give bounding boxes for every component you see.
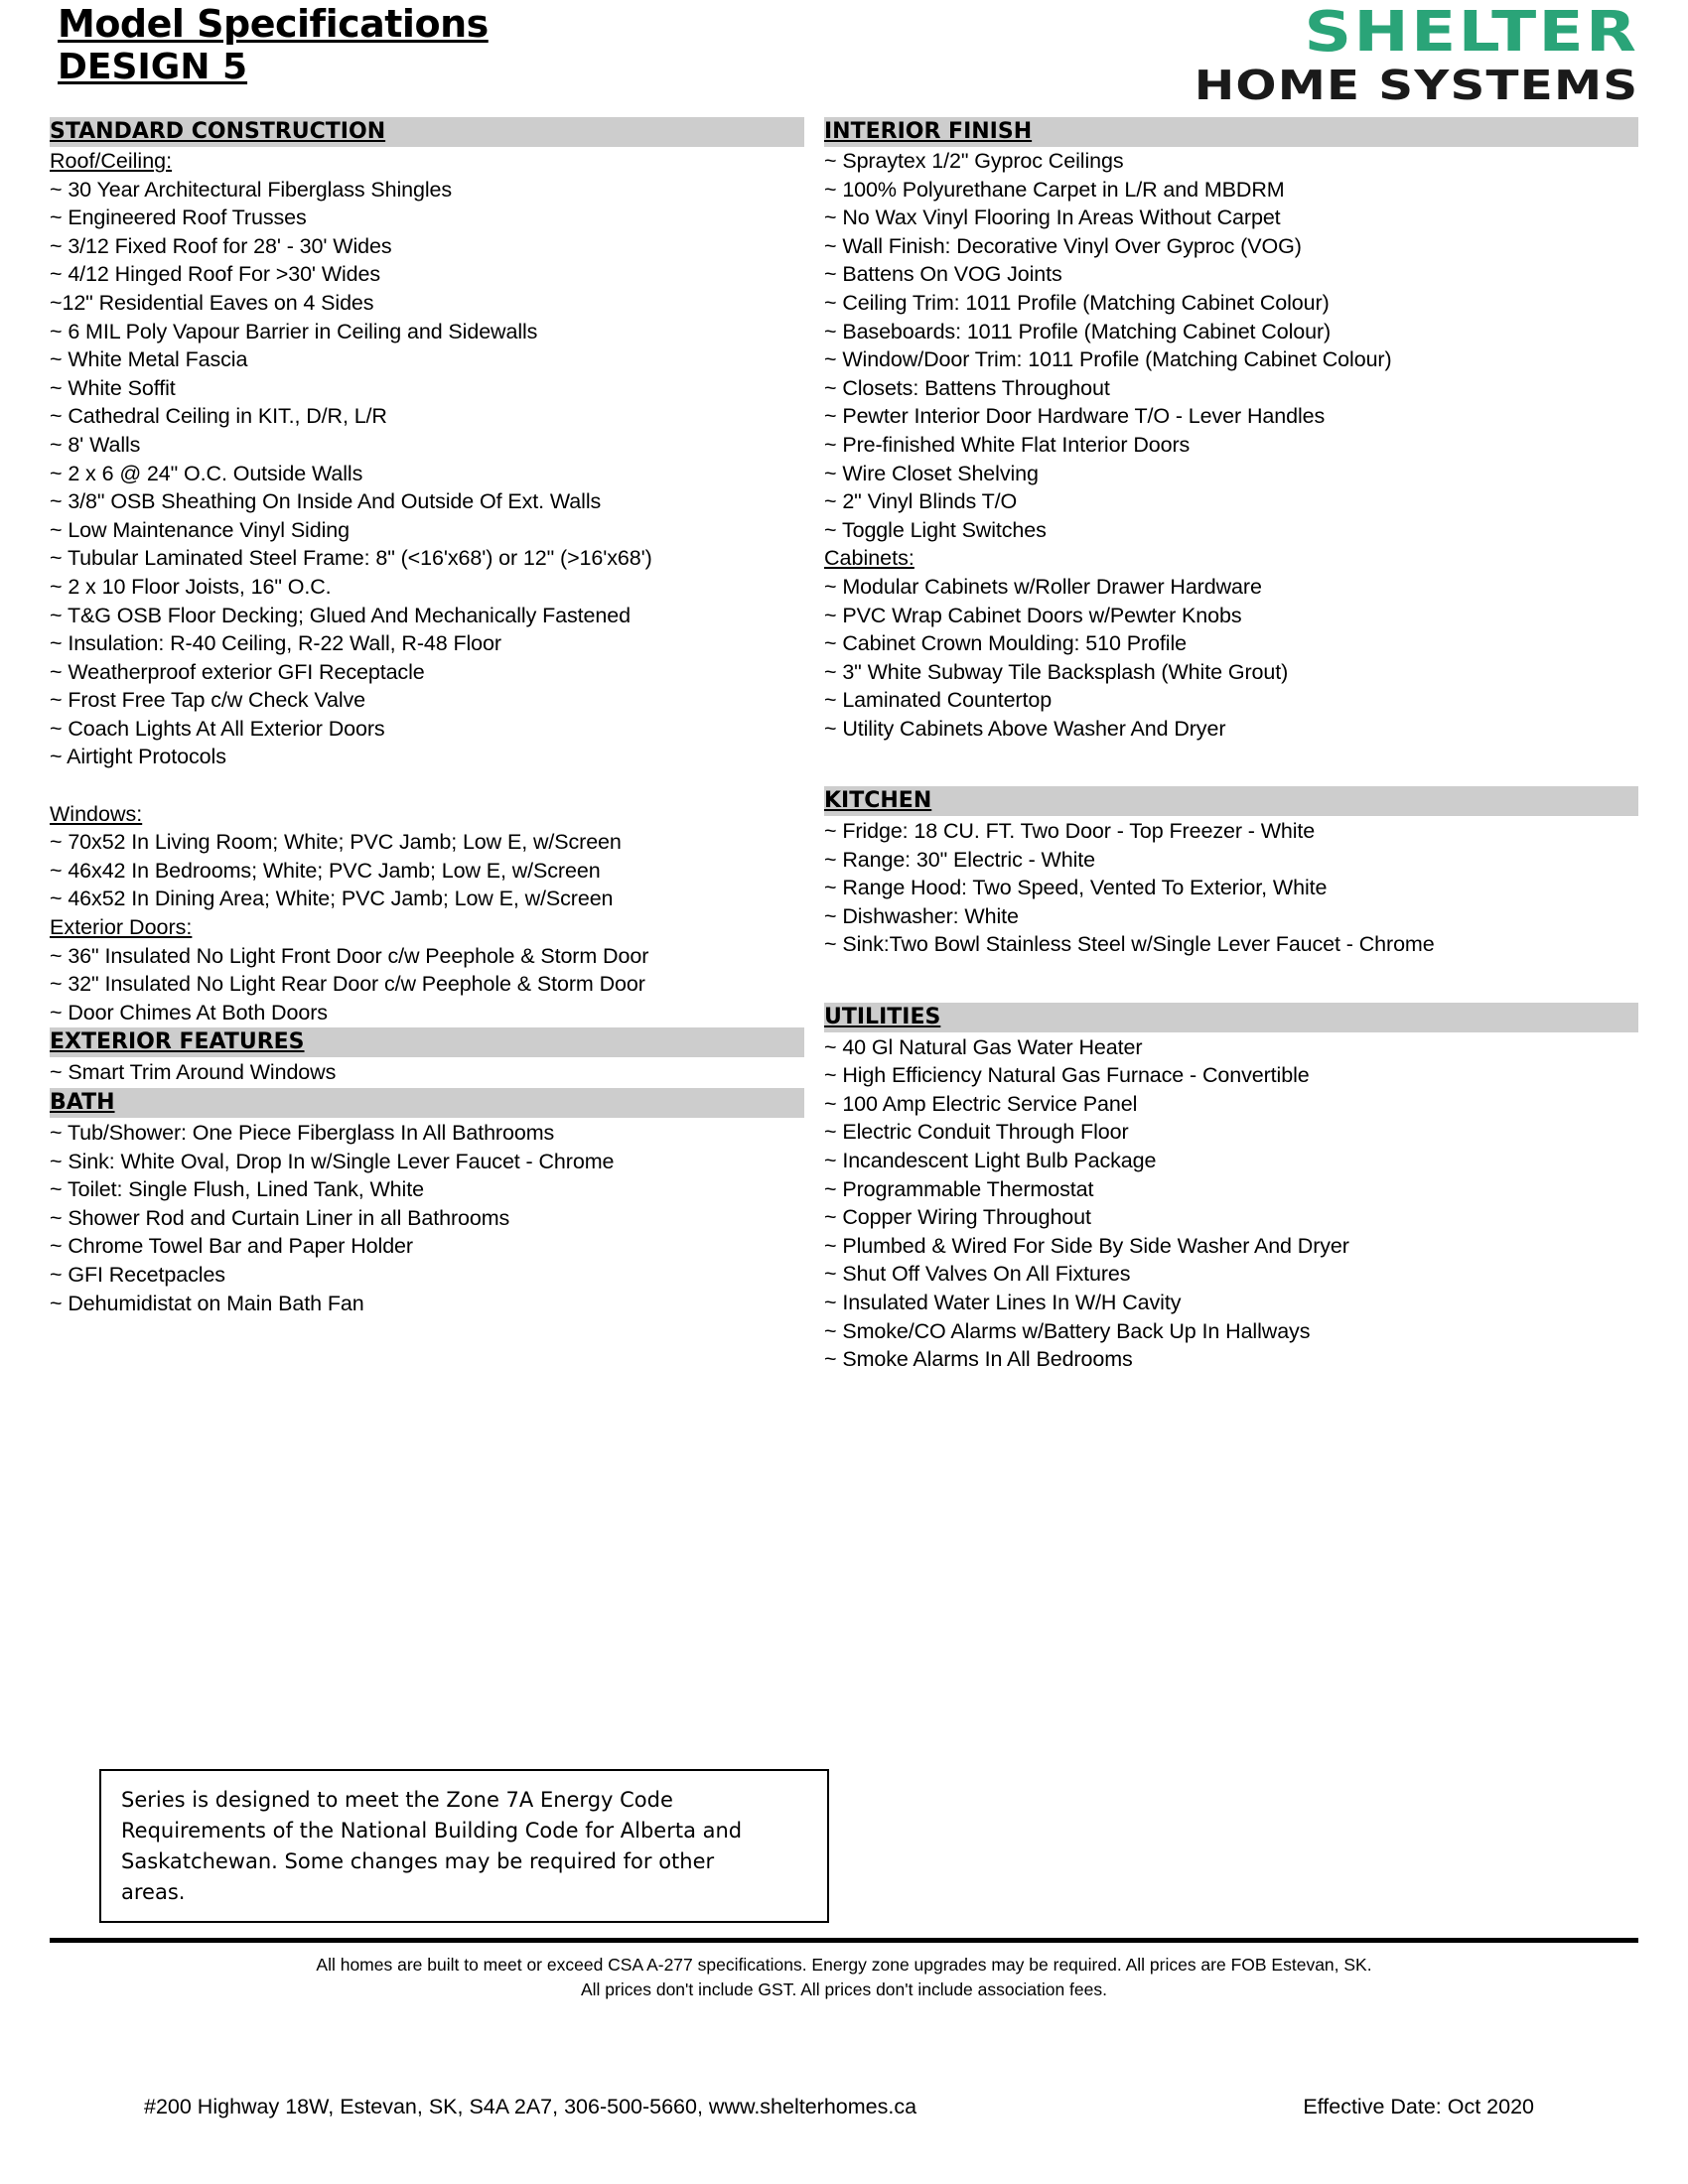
list-item: ~ Toggle Light Switches (824, 517, 1047, 542)
logo-shelter-text: SHELTER (1304, 0, 1638, 65)
section-heading-kitchen: KITCHEN (824, 788, 932, 814)
notice-line-3: Saskatchewan. Some changes may be required for other (121, 1849, 715, 1873)
logo-home-systems-text: HOME SYSTEMS (1194, 62, 1638, 109)
list-item: ~ PVC Wrap Cabinet Doors w/Pewter Knobs (824, 603, 1242, 627)
effective-date: Effective Date: Oct 2020 (1303, 2095, 1534, 2118)
section-heading-bath: BATH (50, 1090, 115, 1115)
top-section-bars (50, 117, 1638, 147)
footer-divider (50, 1938, 1638, 1943)
list-item: ~ Wire Closet Shelving (824, 461, 1039, 485)
list-item: ~ Range Hood: Two Speed, Vented To Exterior, White (824, 876, 1328, 900)
subheading-cabinets: Cabinets: (824, 546, 914, 571)
list-item: ~ 2 x 6 @ 24" O.C. Outside Walls (50, 461, 363, 485)
list-item: ~ Cabinet Crown Moulding: 510 Profile (824, 631, 1187, 656)
footer-fine-print-1: All homes are built to meet or exceed CSA A-277 specifications. Energy zone upgrades may be required. All prices are FOB Estevan, SK. (316, 1955, 1372, 1975)
list-item: ~ Smoke/CO Alarms w/Battery Back Up In Hallways (824, 1318, 1311, 1343)
list-item: ~ Insulated Water Lines In W/H Cavity (824, 1290, 1182, 1314)
notice-line-1: Series is designed to meet the Zone 7A Energy Code (121, 1788, 673, 1812)
page-header (50, 0, 1638, 117)
footer-address-row (50, 2095, 1638, 2119)
page-title: Model Specifications (58, 2, 489, 46)
list-item: ~ Coach Lights At All Exterior Doors (50, 716, 385, 741)
column-spacer (824, 771, 1638, 785)
list-item: ~ Pewter Interior Door Hardware T/O - Lever Handles (824, 404, 1326, 429)
section-bar-standard-construction (50, 117, 804, 147)
list-item: ~ Range: 30" Electric - White (824, 847, 1095, 872)
list-item: ~ Plumbed & Wired For Side By Side Washer And Dryer (824, 1233, 1349, 1258)
list-item: ~ Shut Off Valves On All Fixtures (824, 1262, 1131, 1287)
list-item: ~ Shower Rod and Curtain Liner in all Bathrooms (50, 1205, 510, 1230)
subheading-windows: Windows: (50, 801, 143, 826)
section-bar-exterior-features (50, 1027, 804, 1057)
list-item: ~ Cathedral Ceiling in KIT., D/R, L/R (50, 404, 387, 429)
list-item: ~ Door Chimes At Both Doors (50, 1000, 328, 1024)
content-columns (50, 147, 1638, 1374)
column-spacer (824, 988, 1638, 1002)
list-item: ~ Utility Cabinets Above Washer And Dryer (824, 716, 1226, 741)
notice-line-2: Requirements of the National Building Code for Alberta and (121, 1819, 743, 1843)
list-item: ~ 46x52 In Dining Area; White; PVC Jamb; Low E, w/Screen (50, 887, 614, 911)
section-heading-exterior-features: EXTERIOR FEATURES (50, 1029, 305, 1055)
list-item: ~ Dehumidistat on Main Bath Fan (50, 1291, 364, 1315)
list-item: ~ Low Maintenance Vinyl Siding (50, 517, 350, 542)
list-item: ~ High Efficiency Natural Gas Furnace - Convertible (824, 1063, 1310, 1088)
company-address: #200 Highway 18W, Estevan, SK, S4A 2A7, 306-500-5660, www.shelterhomes.ca (144, 2095, 917, 2118)
list-item: ~ Window/Door Trim: 1011 Profile (Matching Cabinet Colour) (824, 347, 1392, 372)
list-item: ~ Tubular Laminated Steel Frame: 8" (<16'x68') or 12" (>16'x68') (50, 546, 652, 571)
list-item: ~ Closets: Battens Throughout (824, 375, 1110, 400)
list-item: ~ Sink:Two Bowl Stainless Steel w/Single Lever Faucet - Chrome (824, 932, 1435, 957)
list-item: ~ Copper Wiring Throughout (824, 1205, 1091, 1230)
list-item: ~ Frost Free Tap c/w Check Valve (50, 688, 366, 713)
page-footer (50, 1938, 1638, 2002)
list-item: ~ 36" Insulated No Light Front Door c/w Peephole & Storm Door (50, 943, 649, 968)
list-item: ~ 46x42 In Bedrooms; White; PVC Jamb; Low E, w/Screen (50, 858, 601, 883)
list-item: ~ Smart Trim Around Windows (50, 1060, 337, 1085)
list-item: ~12" Residential Eaves on 4 Sides (50, 290, 374, 315)
list-item: ~ 6 MIL Poly Vapour Barrier in Ceiling and Sidewalls (50, 319, 538, 343)
list-item: ~ 40 Gl Natural Gas Water Heater (824, 1034, 1143, 1059)
list-item: ~ Spraytex 1/2" Gyproc Ceilings (824, 149, 1124, 173)
list-item: ~ Ceiling Trim: 1011 Profile (Matching Cabinet Colour) (824, 290, 1330, 315)
list-item: ~ Wall Finish: Decorative Vinyl Over Gyproc (VOG) (824, 233, 1302, 258)
section-heading-interior-finish: INTERIOR FINISH (824, 119, 1033, 144)
list-item: ~ Baseboards: 1011 Profile (Matching Cabinet Colour) (824, 319, 1332, 343)
list-item: ~ Tub/Shower: One Piece Fiberglass In All Bathrooms (50, 1121, 555, 1145)
list-item: ~ T&G OSB Floor Decking; Glued And Mechanically Fastened (50, 603, 631, 627)
column-spacer (824, 959, 1638, 988)
list-item: ~ 32" Insulated No Light Rear Door c/w Peephole & Storm Door (50, 972, 645, 997)
subheading-exterior-doors: Exterior Doors: (50, 915, 193, 940)
list-item: ~ Electric Conduit Through Floor (824, 1120, 1129, 1145)
list-item: ~ Smoke Alarms In All Bedrooms (824, 1347, 1133, 1372)
left-column (50, 147, 804, 1317)
list-item: ~ Pre-finished White Flat Interior Doors (824, 432, 1191, 457)
list-item: ~ Weatherproof exterior GFI Receptacle (50, 659, 425, 684)
list-item: ~ 8' Walls (50, 432, 141, 457)
section-heading-standard-construction: STANDARD CONSTRUCTION (50, 119, 386, 144)
company-logo (1194, 0, 1638, 109)
section-bar-bath (50, 1088, 804, 1118)
energy-code-notice-wrap (99, 1769, 829, 1923)
design-subtitle: DESIGN 5 (58, 47, 248, 87)
list-item: ~ 70x52 In Living Room; White; PVC Jamb; Low E, w/Screen (50, 830, 622, 855)
list-item: ~ Airtight Protocols (50, 745, 226, 769)
list-item: ~ 30 Year Architectural Fiberglass Shingles (50, 177, 453, 202)
column-spacer (824, 743, 1638, 771)
list-item: ~ Insulation: R-40 Ceiling, R-22 Wall, R-48 Floor (50, 631, 501, 656)
right-column (824, 147, 1638, 1374)
energy-code-notice-box (99, 1769, 829, 1923)
section-bar-kitchen (824, 786, 1638, 816)
list-item: ~ Engineered Roof Trusses (50, 205, 307, 230)
list-item: ~ Programmable Thermostat (824, 1176, 1094, 1201)
section-heading-utilities: UTILITIES (824, 1004, 941, 1029)
list-item: ~ Laminated Countertop (824, 688, 1053, 713)
list-item: ~ 4/12 Hinged Roof For >30' Wides (50, 262, 381, 287)
list-item: ~ Fridge: 18 CU. FT. Two Door - Top Freezer - White (824, 819, 1316, 844)
list-item: ~ Toilet: Single Flush, Lined Tank, White (50, 1177, 424, 1202)
list-item: ~ GFI Recetpacles (50, 1262, 225, 1287)
footer-fine-print-2: All prices don't include GST. All prices don't include association fees. (580, 1979, 1108, 1999)
list-item: ~ 100 Amp Electric Service Panel (824, 1091, 1138, 1116)
section-bar-interior-finish (824, 117, 1638, 147)
list-item: ~ Incandescent Light Bulb Package (824, 1149, 1157, 1172)
list-item: ~ 3/8" OSB Sheathing On Inside And Outside Of Ext. Walls (50, 489, 602, 514)
list-item: ~ White Metal Fascia (50, 347, 248, 372)
page-title-block (58, 2, 489, 89)
list-item: ~ 2 x 10 Floor Joists, 16" O.C. (50, 574, 332, 599)
list-item: ~ 3/12 Fixed Roof for 28' - 30' Wides (50, 233, 392, 258)
list-item: ~ White Soffit (50, 375, 176, 400)
list-item: ~ Chrome Towel Bar and Paper Holder (50, 1234, 413, 1259)
list-item: ~ Dishwasher: White (824, 903, 1019, 928)
list-item: ~ Sink: White Oval, Drop In w/Single Lever Faucet - Chrome (50, 1149, 615, 1173)
column-spacer (50, 771, 804, 800)
list-item: ~ 3" White Subway Tile Backsplash (White Grout) (824, 659, 1289, 684)
notice-line-4: areas. (121, 1880, 186, 1904)
list-item: ~ 100% Polyurethane Carpet in L/R and MBDRM (824, 177, 1285, 202)
list-item: ~ No Wax Vinyl Flooring In Areas Without Carpet (824, 205, 1281, 230)
list-item: ~ Modular Cabinets w/Roller Drawer Hardware (824, 574, 1262, 599)
list-item: ~ 2" Vinyl Blinds T/O (824, 489, 1018, 514)
subheading-roof-ceiling: Roof/Ceiling: (50, 149, 173, 173)
list-item: ~ Battens On VOG Joints (824, 262, 1062, 287)
section-bar-utilities (824, 1003, 1638, 1032)
